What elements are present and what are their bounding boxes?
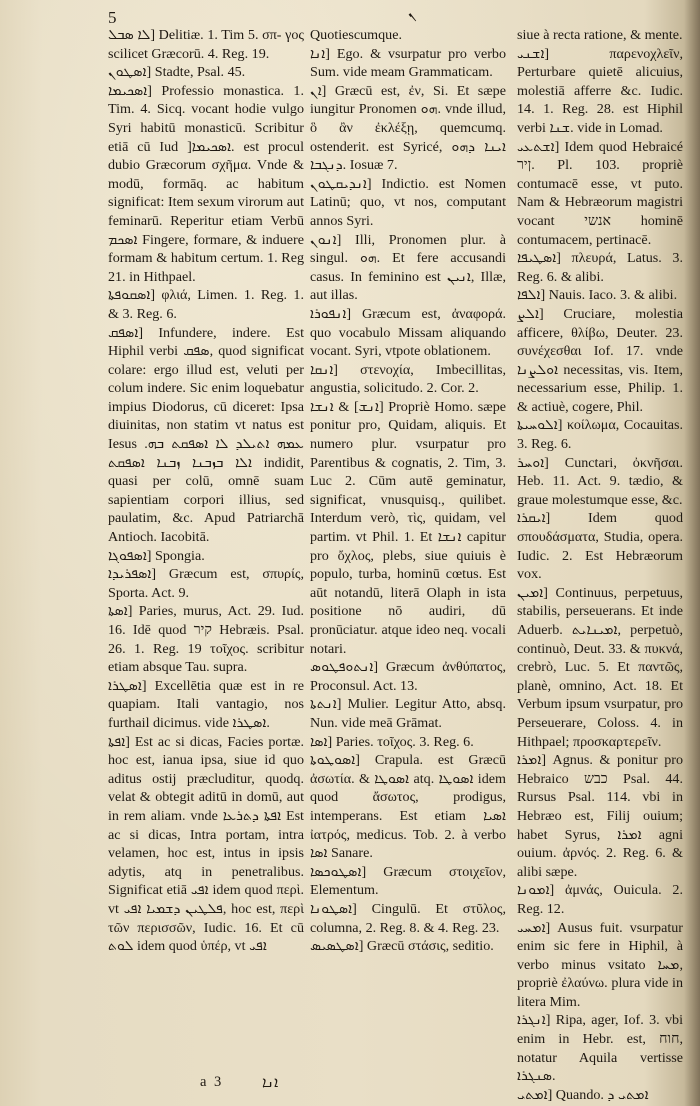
dictionary-entry: ܐܣܦܘܓܐ] Spongia. [108,547,205,564]
dictionary-entry: ܐܡܝܢ] Continuus, perpetuus, stabilis, perseuerans. Et inde Aduerb. ܐܡܝܢܐܝܬ, perpetuò, continuò, Deut. 33. & πυκνά, crebrò, Luc. 5. Et παντῶς, planè, omnino, Act. 18. Et Verbum ipsum vsurpatur, pro Perseuerare, Coloss. 4. in Hithpael; προσκαρτερεῖν. [517,584,683,750]
dictionary-entry: ܐܣܘܛܘܬܐ] Crapula. est Græcū ἀσωτία. & ܐܣܘܛܐ atq. ܐܣܘܛܐ idem quod ἄσωτος, prodigus, intemperans. Est etiam ܐܣܝܐ ἰατρός, medicus. Tob. 2. à verbo ܐܣܐ Sanare. [310,752,506,862]
column-right [517,26,683,1103]
dictionary-entry: ܐܢܫ] & ܐܢܫܐ] Propriè Homo. sæpe ponitur pro, Quidam, aliquis. Et numero plur. vsurpatur pro Parentibus & cognatis, 2. Tim, 3. Luc 2. Cūm autē geminatur, significat, vnusquisq., quilibet. Interdum verò, τὶς, quidam, vel partim. vt Phil. 1. Et ܐܢܫܐ capitur pro ὄχλος, plebs, siue quiuis è populo, turba, hominū cœtus. Est aūt notandū, literā Olaph in ista positione nō audiri, dū pronūciatur. atque ideo neq. vocali notari. [310,398,506,657]
dictionary-entry: ܐܣܩܘܦܬܐ] φλιά, Limen. 1. Reg. 1. & 3. Reg. 6. [108,287,304,322]
page-spine-shadow [684,0,700,1106]
dictionary-entry: ܐܝܩܪܐ] Idem quod σπουδάσματα, Studia, opera. Iudic. 2. Est Hebræorum vox. [517,510,683,583]
dictionary-entry: siue à recta ratione, & mente. [517,27,683,43]
dictionary-entry: ܐܢܓܪܐ] Ripa, ager, Iof. 3. vbi enim in Hebr. est, חוח, notatur Aquila vertisse ܣܢܓܪܐ. [517,1012,683,1085]
dictionary-entry: ܐܠܘܚܝܬܐ] κοίλωμα, Cocauitas. 3. Reg. 6. [517,417,683,453]
dictionary-entry: ܐܢܦܘܪܐ] Græcum est, ἀναφορά. quo vocabulo Missam aliquando vocant. Syri, vtpote oblationem. [310,305,506,360]
dictionary-entry: ܐܢܬܘܦܛܘܣ] Græcum ἀνθύπατος, Proconsul. Act. 13. [310,659,506,694]
dictionary-entry: ܠܐ ܣܒܠ] Delitiæ. 1. Tim 5. σπ- γος scilicet Græcorū. 4. Reg. 19. [108,27,304,62]
dictionary-entry: ܐܡܚܝ] Ausus fuit. vsurpatur enim sic fere in Hiphil, à verbo minus vsitato ܡܚܐ, propriè ἐλαύνω. plura vide in litera Mim. [517,919,683,1010]
dictionary-entry: ܐܣܛܣܝܣ] Græcū στάσις, seditio. [310,938,494,955]
dictionary-entry: Quotiescumque. [310,27,402,43]
page-number: 5 [108,8,117,27]
dictionary-entry: ܐܣܬܐ] Paries, murus, Act. 29. Iud. 16. Idē quod קיר Hebræis. Psal. 26. 1. Reg. 19 τοῖχος. scribitur etiam absque Tau. supra. [108,603,305,676]
dictionary-entry: ܐܣܦܩ] Infundere, indere. Est Hiphil verbi ܣܦܩ, quod significat colare: ergo illud est, veluti per colum indere. Sic enim loquebatur impius Diodorus, cū diceret: Ipsa diuinitas, non statim vt natus est Iesus ܥܡܗ ܐܬܝܠܕ ܠܐ ܐܣܦܩܬ ܒܗ. ܐܠܐ ܒܙܒܢܐ ܙܒܢܐ ܐܣܦܩܬ indidit, quasi per colū, omnē suam sapientiam corpori illius, sed paulatim, &c. Apud Patriarchā Antioch. Iacobitā. [108,324,304,546]
catchword: ܐܢܐ [262,1075,279,1091]
dictionary-entry: ܐܫܢܝ] παρενοχλεῖν, Perturbare quietē alicuius, molestiā afferre &c. Iudic. 14. 1. Reg. 28. est Hiphil verbi ܫܢܐ. vide in Lomad. [517,45,683,136]
dictionary-entry: ܐܣܛܘܢ] Stadte, Psal. 45. [108,64,246,81]
dictionary-entry: ܐܢܐ] Ego. & vsurpatur pro verbo Sum. vide meam Grammaticam. [310,45,506,81]
dictionary-entry: ܐܢܕܝܩܛܘܢ] Indictio. est Nomen Latinū; quo, vt nos, computant annos Syri. [310,175,506,229]
dictionary-entry: ܐܫܬܥܝ] Idem quod Hebraicé ןיר. Pl. 103. propriè contumacē esse, vt puto. Nam & Hebræorum magistri vocant אנשי hominē contumacem, pertinacē. [517,138,683,248]
dictionary-entry: ܐܠܨ] Cruciare, molestia afficere, θλίβω, Deuter. 23. συνέχεσθαι Iof. 17. vnde ܐܘܠܨܢܐ necessitas, vis. Item, necessarium esse, Philip. 1. & actiuè, cogere, Phil. [517,305,683,415]
dictionary-entry: ܐܣܦܪܝܕܐ] Græcum est, σπυρίς, Sporta. Act. 9. [108,566,304,601]
dictionary-entry: ܐܢܩܐ] στενοχία, Imbecillitas, angustia, solicitudo. 2. Cor. 2. [310,361,506,397]
dictionary-entry: ܐܣܟܝܡܐ] Professio monastica. 1. Tim. 4. Sicq. vocant hodie vulgo Syri habitū monasticū. Scribitur etiā cū Iud ]ܐܣܟܝܡܐ. est procul dubio Græcorum σχῆμα. Vnde & modū, formāq. ac habitum significat: Item sexum virorum aut feminarū. Reperitur etiam Verbū ܐܣܟܡ Fingere, formare, & induere formam & habitum certum. 1. Reg 21. in Hithpael. [108,82,304,285]
dictionary-entry: ܐܢܬܬܐ] Mulier. Legitur Atto, absq. Nun. vide meā Grāmat. [310,696,506,731]
dictionary-entry: ܐܢܘܢ] Illi, Pronomen plur. à singul. ܗܘ. Et fere accusandi casus. In feminino est ܐܢܝܢ, Illæ, aut illas. [310,231,506,304]
dictionary-entry: ܐܠܦܐ] Nauis. Iaco. 3. & alibi. [517,287,678,304]
running-header-mark: ܢ [408,5,417,21]
dictionary-entry: ܐܡܪܐ] Agnus. & ponitur pro Hebraico כבש Psal. 44. Rursus Psal. 114. vbi in Hebræo est, Filij ouium; habet Syrus, ܐܡܪܐ agni ouium. ἀρνός. 2. Reg. 6. & alibi sæpe. [517,752,683,880]
dictionary-entry: ܐܡܘܢܐ] ἀμνάς, Ouicula. 2. Reg. 12. [517,882,683,917]
column-left [108,26,304,1076]
dictionary-entry: ܐܣܐ] Paries. τοῖχος. 3. Reg. 6. [310,733,474,750]
dictionary-entry: ܐܣܛܘܟܣܐ] Græcum στοιχεῖον, Elementum. [310,863,506,899]
dictionary-entry: ܐܦܬܐ] Est ac si dicas, Facies portæ. hoc est, ianua ipsa, siue id quo aditus ostij præcluditur, quodq. velat & obtegit aditū in domū, aut in rem aliam. vnde ܐܦܬܐ ܕܬܪܥܐ Est ac si dicas, Intra portam, intra velamen, hoc est, intus in ipsis adytis, atq in penetralibus. Significat etiā ܐܦܝ idem quod περὶ. vt ܦܠܛܝܢ ܕܫܡܝܐ ܐܦܝ, hoc est, περὶ τῶν περισσῶν, Iudic. 16. Et cū ܠܘܬ idem quod ὑπέρ, vt ܐܦܝ [108,733,304,955]
dictionary-entry: ܐܣܛܪܐ] Excellētia quæ est in re quapiam. Itali vantagio, nos furthail dicimus. vide ܐܣܛܪܐ. [108,677,304,731]
dictionary-entry: ܐܢ] Græcū est, ἐν, Si. Et sæpe iungitur Pronomen ܗܘ. vnde illud, ὃ ἂν ἐκλέξῃ, quemcumq. ostenderit. est Syricé, ܐܝܢܐ ܕܗܘ ܕܢܓܒܐ. Iosuæ 7. [310,82,506,174]
dictionary-entry: ܐܣܛܝܦܐ] πλευρά, Latus. 3. Reg. 6. & alibi. [517,250,683,285]
dictionary-entry: ܐܡܬܝ] Quando. ܐܡܬܝ ܕ [517,1086,649,1103]
dictionary-entry: ܐܘܚܪ] Cunctari, ὀκνῆσαι. Heb. 11. Act. 9. tædio, & graue molestumque esse, &c. [517,454,683,508]
printer-signature: a 3 [200,1074,224,1090]
dictionary-entry: ܐܣܛܘܢܐ] Cingulū. Et στῦλος, columna, 2. Reg. 8. & 4. Reg. 23. [310,900,506,936]
column-middle [310,26,506,1076]
